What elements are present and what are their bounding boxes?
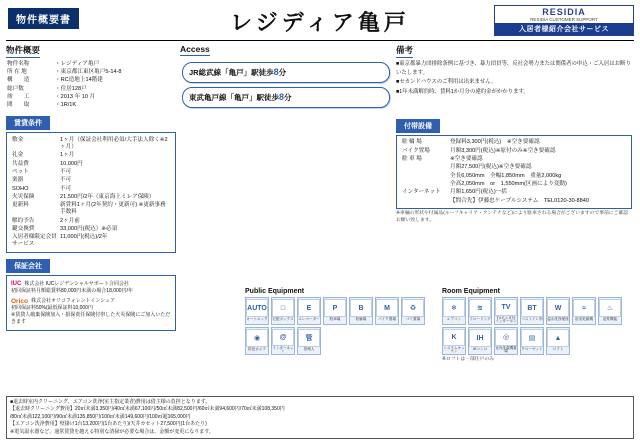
terms-value: 新賃料1ヶ月(2年契約・更新可) ※更新事務手数料 [60,202,166,216]
terms-key: 敷金 [12,136,24,143]
access-item-1-label: JR総武線「亀戸」駅徒歩 [189,68,274,77]
facility-value: 月額1,650円(税込)一括 [450,189,507,196]
terms-key: 楽器 [12,177,24,184]
room-equipment [442,288,633,364]
equipment-item [375,297,399,325]
washing-machine-icon: ◎ [495,329,517,346]
table-row [401,147,627,155]
equipment-caption: 宅配ボックス [272,317,294,321]
table-row [6,102,176,110]
room-equipment-title: Room Equipment [442,288,500,295]
facility-key [401,172,449,180]
terms-value: 不可 [60,168,72,175]
list-item: ■東京都暴力団排除条例に基づき、暴力団員等、反社会勢力または関係者の申込・ご入居はお断りいたします。 [396,61,631,76]
bath-toilet-separate-icon: BT [521,299,543,317]
access-item-2-label: 東武亀戸線「亀戸」駅徒歩 [189,93,279,102]
remarks-title: 備考 [396,44,413,58]
equipment-caption: オートロック [246,317,268,321]
overview-key: 竣 工 [7,94,30,101]
facilities-box [396,135,632,210]
auto-lock-icon: AUTO [246,299,268,317]
equipment-caption: 駐輪場 [355,317,367,321]
facility-key [401,164,449,172]
facility-value: 全長6,050mm 全幅1,850mm 重量2,000kg [450,172,562,179]
terms-key: 鍵交換費 [12,226,35,233]
footer-line: 【エアコン洗浄費用】壁掛け1台13,200円(1台あたり)/天井カセット27,500円(1台あたり) [10,421,207,427]
reheating-bath-icon: ♨ [599,299,621,317]
brand-name: RESIDIA [495,6,633,17]
equipment-item [572,297,596,325]
facilities-title: 付帯設備 [396,119,440,133]
equipment-item [520,297,544,325]
facility-key [401,197,449,205]
access-item-2-minutes: 8 [279,92,285,102]
orico-badge: Orico [11,297,28,305]
overview-value: ・RC造地上14階建 [55,77,103,84]
table-row [6,77,176,85]
terms-key: 解約予告 [12,217,35,224]
equipment-caption: 浴室乾燥機 [575,317,593,321]
table-row [11,160,171,168]
ih-stove-icon: IH [469,329,491,347]
facility-key: インターネット [402,189,441,196]
overview-value: ・住居128戸 [55,85,87,92]
equipment-caption: エアコン [446,317,462,321]
equipment-caption: 室内洗濯機置場 [495,345,517,354]
internet-icon: @ [272,329,294,346]
terms-value: 2ヶ月前 [60,217,80,224]
overview-title: 物件概要 [6,44,40,58]
iuc-badge: IUC [11,281,22,288]
guarantee-title: 保証会社 [6,259,50,273]
page-header [6,4,634,41]
table-row [401,172,627,180]
table-row [6,93,176,101]
facility-key: 駐 車 場 [402,155,422,162]
air-conditioner-icon: ❄ [443,299,465,317]
brand-badge: 入居者様紹介会社サービス [495,23,633,35]
table-row [11,136,171,151]
footer-line: 【退去時クリーニング費用】20㎡未満3,350円/40㎡未満67,100円/50㎡未満82,500円/60㎡未満94,600円/70㎡未満108,350円 [10,406,285,412]
equipment-item [297,297,321,325]
delivery-box-icon: □ [272,299,294,317]
room-equipment-grid [442,297,633,355]
equipment-section [245,286,633,364]
list-item: ■1年未満解約時、賃料1か月分の違約金がかかります。 [396,88,529,95]
page-title: レジディア亀戸 [230,10,410,35]
terms-key: 火災保険 [12,193,35,200]
floor-heating-icon: ≋ [469,299,491,317]
equipment-item [442,297,466,325]
terms-value: 不可 [60,185,72,192]
equipment-caption: インターネット [272,345,294,354]
document-type-tag: 物件概要書 [8,8,79,29]
overview-key: 構 造 [7,77,30,84]
public-equipment-grid [245,297,436,355]
public-equipment-title: Public Equipment [245,288,305,295]
table-row [401,197,627,205]
terms-table [11,136,171,249]
terms-box [6,132,176,253]
access-title: Access [180,44,210,54]
table-row [11,193,171,201]
list-item: ■セカンドハウスのご利用は出来ません。 [396,79,497,86]
overview-value: ・レジディア亀戸 [55,60,100,67]
equipment-caption: バイク置場 [378,317,396,321]
equipment-item [468,327,492,355]
overview-value: ・2013 年 10 月 [55,94,96,101]
table-row [401,139,627,147]
equipment-item [323,297,347,325]
overview-key: 間 取 [7,102,30,109]
overview-value: ・1R/1K [55,102,77,109]
access-item-2 [182,87,390,108]
footer-line: ■退去時室内クリーニング、エアコン洗浄(室主指定業者)費用は借主様の負担となります。 [10,398,211,405]
terms-key: SOHO [12,185,29,192]
facility-value: 月額27,500円(税込)※空き要確認 [450,164,532,171]
facility-key: 駐 輪 場 [402,139,422,146]
trash-room-icon: ♻ [402,299,424,317]
equipment-item [494,297,518,325]
brand-subtitle: RESIDIA CUSTOMER SUPPORT [495,17,633,23]
equipment-caption: 管理人 [303,347,315,351]
terms-key: 入居者様限定会員サービス [12,234,57,248]
equipment-item [401,297,425,325]
tv-intercom-icon: TV [495,299,517,316]
overview-key: 所 在 地 [7,69,27,76]
table-row [11,177,171,185]
overview-key: 物件名称 [7,60,30,67]
equipment-item [468,297,492,325]
system-kitchen-icon: K [443,329,465,346]
footer-line: ※電気温水器など、通常賃貸を越える特別な清掃が必要な場合は、金額が変更になります。 [10,428,214,435]
equipment-item [598,297,622,325]
table-row [401,180,627,188]
washlet-icon: W [547,299,569,317]
facility-key [401,180,449,188]
terms-title: 賃貸条件 [6,116,50,130]
equipment-item [494,327,518,355]
table-row [6,60,176,68]
footer-line: /80㎡未満122,100円/90㎡未満135,850円/100㎡未満149,600円/100㎡超165,000円 [10,413,191,420]
facilities-note: ※車輛の形状や付属品(ルーフキャリア・アンテナなど)により駐車される場合がございますので事前にご確認お願い致します。 [396,211,629,224]
facility-value: 月額3,300円(税込)※原付のみ※空き要確認 [450,147,556,154]
table-row [11,185,171,193]
table-row [11,234,171,249]
overview-key: 総戸数 [7,85,24,92]
facility-value: 全高2,050mm or 1,550mm(区画により変動) [450,181,567,188]
facilities-section [396,119,632,226]
terms-value: 10,000円 [60,160,83,167]
elevator-icon: E [298,299,320,317]
terms-value: 1ヶ月 [60,152,75,159]
guarantee-box [6,275,176,331]
equipment-item [271,297,295,325]
bicycle-parking-icon: B [350,299,372,317]
equipment-item [271,327,295,355]
guarantee-section [6,259,176,331]
equipment-caption: 追焚機能 [602,317,618,321]
table-row [6,68,176,76]
equipment-item [245,327,269,355]
public-equipment [245,288,436,364]
equipment-caption: システムキッチン [443,345,465,354]
terms-section [6,116,176,253]
equipment-item [546,327,570,355]
table-row [11,152,171,160]
equipment-item [442,327,466,355]
table-row [11,217,171,225]
access-item-1-unit: 分 [278,68,287,77]
equipment-caption: ゴミ置場 [405,317,421,321]
equipment-caption: IHコンロ [472,347,488,351]
equipment-caption: クローゼット [521,347,543,351]
equipment-caption: ロフト [552,347,564,351]
camera-icon: ◉ [246,329,268,347]
access-item-2-unit: 分 [284,93,292,102]
terms-key: 更新料 [12,202,29,209]
footer-notes [6,393,634,440]
facilities-table [401,139,627,206]
terms-value: 不可 [60,177,72,184]
equipment-caption: 防犯カメラ [248,347,266,351]
guarantee-company-1-fee: 初回保証料月額総賃料80,000円未満の場合18,000円/年 [11,288,133,295]
access-item-1 [182,62,390,83]
bike-parking-icon: M [376,299,398,317]
guarantee-company-2 [11,298,171,305]
terms-value: 33,000円(税込）※必須 [60,226,118,233]
guarantee-insurance-note: ※賃貸人破棄保険加入・損保責任保険付帯した火災保険にご加入いただきます [11,312,171,326]
equipment-caption: バストイレ別 [521,317,543,321]
manager-icon: 管 [298,329,320,347]
terms-value: 11,000円(税込)/2年 [60,234,108,241]
access-item-1-minutes: 8 [273,67,279,77]
brand-logo [494,5,634,36]
facility-value: ※空き要確認 [450,155,483,162]
loft-icon: ▲ [547,329,569,347]
facility-value: 【問合先】伊藤忠ケーブルシステム TEL0120-30-8840 [450,197,589,204]
equipment-item [546,297,570,325]
table-row [401,164,627,172]
equipment-caption: エレベーター [298,317,320,321]
terms-key: 共益費 [12,160,29,167]
equipment-item [297,327,321,355]
remarks-list [396,60,632,97]
guarantee-company-2-fee: 初回保証料50%(最低保証料10,000円 [11,304,93,311]
table-row [6,85,176,93]
equipment-item [520,327,544,355]
table-row [11,202,171,217]
closet-icon: ▤ [521,329,543,347]
terms-key: 礼金 [12,152,24,159]
table-row [401,155,627,163]
equipment-caption: TVモニタ付インターホン [495,315,517,324]
equipment-caption: 駐車場 [329,317,341,321]
equipment-item [349,297,373,325]
room-equipment-note: ※ロフトは一部住戸のみ [442,357,494,362]
facility-key: バイク置場 [402,147,430,154]
terms-value: 1ヶ月（保証会社利用必須/大手法人除く※2ヶ月） [60,136,168,150]
table-row [401,189,627,197]
table-row [11,225,171,233]
terms-key: ペット [12,168,29,175]
parking-icon: P [324,299,346,317]
overview-table [6,60,176,110]
equipment-caption: フローリング [469,317,491,321]
guarantee-company-1-name: 株式会社 IUCレジデンシャルサポート合同会社 [24,281,129,288]
equipment-item [245,297,269,325]
equipment-caption: 温水洗浄便座 [547,317,569,321]
guarantee-company-2-name: 株式会社オリコフォレントインシュア [30,297,116,304]
left-column [6,44,176,331]
terms-value: 21,500円/2年（東京海上ミレア保険） [60,193,155,200]
overview-value: ・東京都江東区亀戸5-14-8 [55,69,122,76]
bath-dryer-icon: ≈ [573,299,595,317]
facility-value: 登録料3,300円(税込) ※空き要確認 [450,139,540,146]
table-row [11,168,171,176]
